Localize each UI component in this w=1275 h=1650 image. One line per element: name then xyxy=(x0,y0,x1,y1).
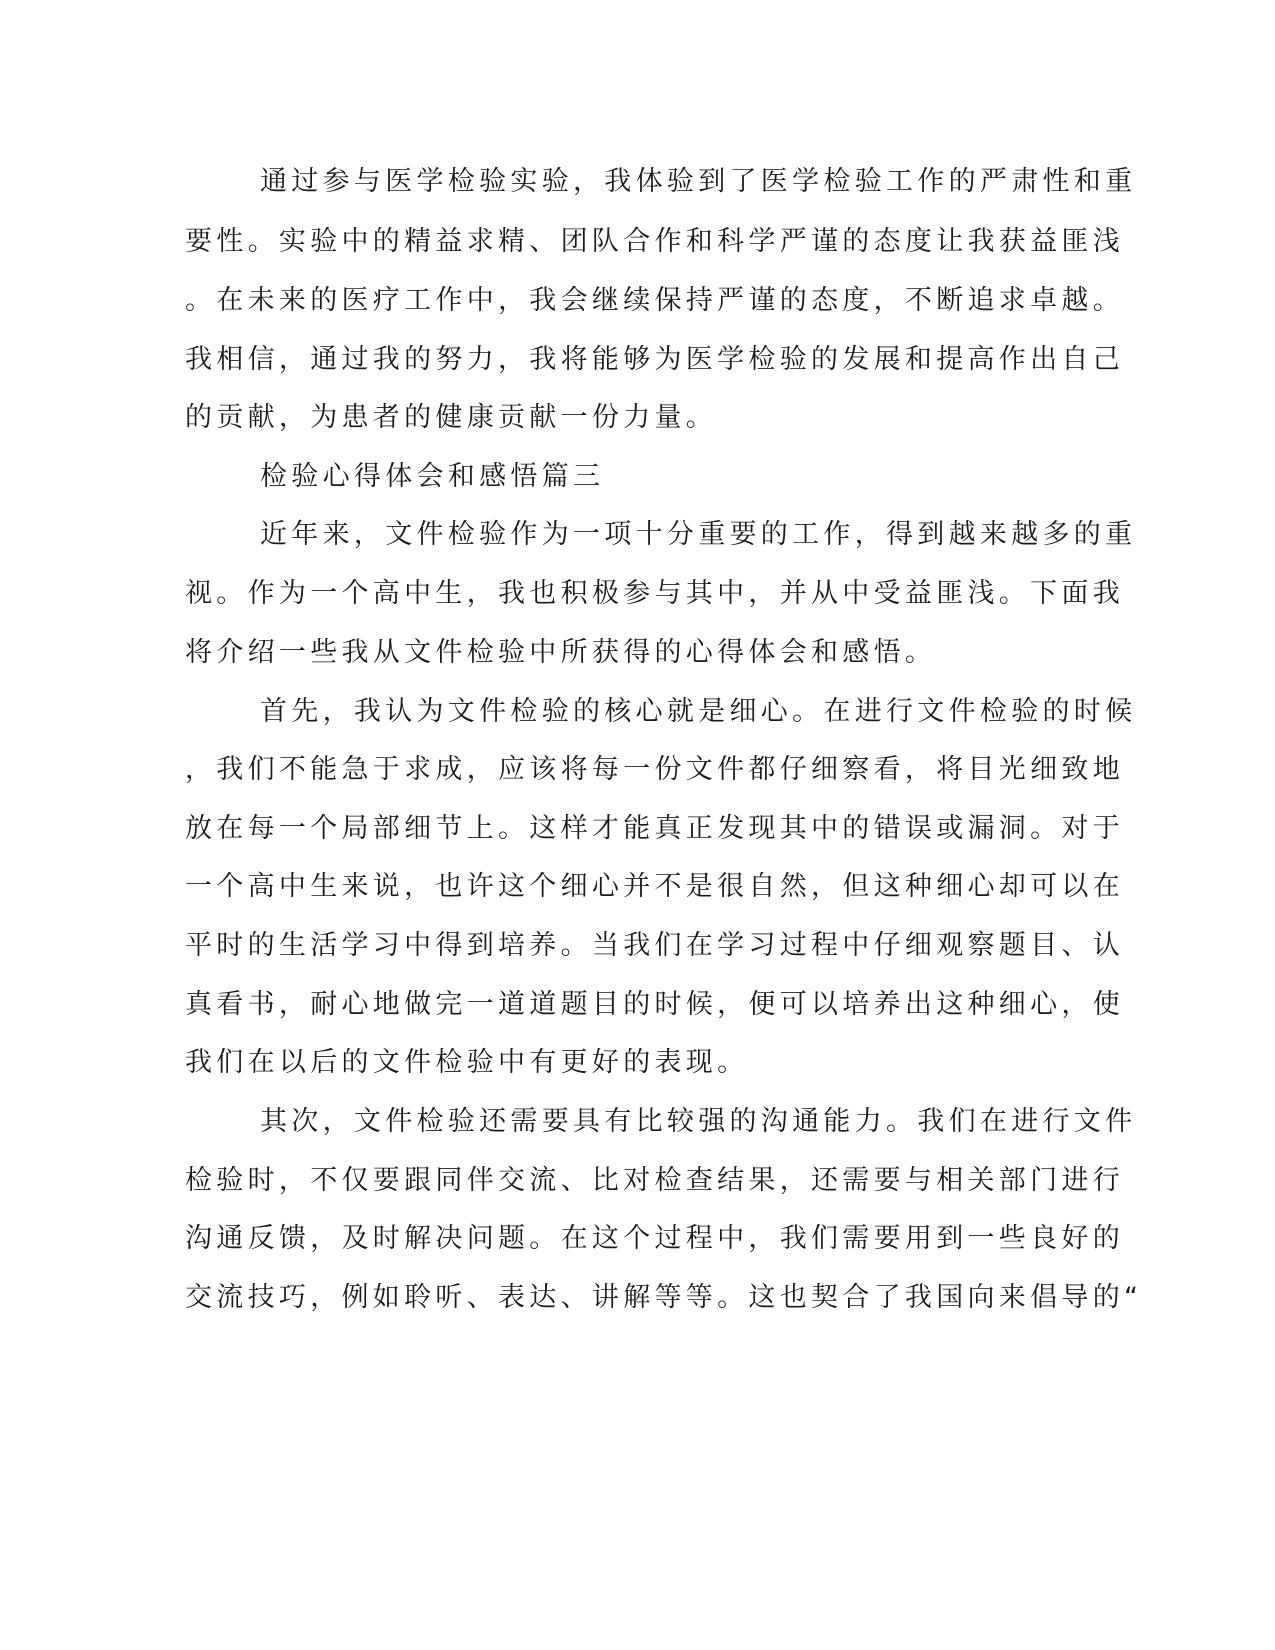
text-line: 通过参与医学检验实验，我体验到了医学检验工作的严肃性和重 xyxy=(260,166,1137,197)
text-line: 平时的生活学习中得到培养。当我们在学习过程中仔细观察题目、认 xyxy=(185,930,1124,961)
text-line: 视。作为一个高中生，我也积极参与其中，并从中受益匪浅。下面我 xyxy=(185,578,1124,609)
text-line: 其次，文件检验还需要具有比较强的沟通能力。我们在进行文件 xyxy=(260,1106,1137,1137)
text-line: 首先，我认为文件检验的核心就是细心。在进行文件检验的时候 xyxy=(260,696,1137,727)
text-line: 真看书，耐心地做完一道道题目的时候，便可以培养出这种细心，使 xyxy=(185,989,1124,1020)
text-line: 我们在以后的文件检验中有更好的表现。 xyxy=(185,1047,749,1078)
text-line: 将介绍一些我从文件检验中所获得的心得体会和感悟。 xyxy=(185,637,937,668)
text-line: 近年来，文件检验作为一项十分重要的工作，得到越来越多的重 xyxy=(260,519,1137,550)
text-line: 沟通反馈，及时解决问题。在这个过程中，我们需要用到一些良好的 xyxy=(185,1223,1124,1254)
text-line: 的贡献，为患者的健康贡献一份力量。 xyxy=(185,402,718,433)
text-line: 检验时，不仅要跟同伴交流、比对检查结果，还需要与相关部门进行 xyxy=(185,1165,1124,1196)
text-line: 一个高中生来说，也许这个细心并不是很自然，但这种细心却可以在 xyxy=(185,871,1124,902)
text-line: 放在每一个局部细节上。这样才能真正发现其中的错误或漏洞。对于 xyxy=(185,813,1124,844)
text-line: ，我们不能急于求成，应该将每一份文件都仔细察看，将目光细致地 xyxy=(185,754,1124,785)
text-line: 要性。实验中的精益求精、团队合作和科学严谨的态度让我获益匪浅 xyxy=(185,226,1124,257)
text-line: 我相信，通过我的努力，我将能够为医学检验的发展和提高作出自己 xyxy=(185,344,1124,375)
section-heading: 检验心得体会和感悟篇三 xyxy=(260,461,605,492)
text-line: 交流技巧，例如聆听、表达、讲解等等。这也契合了我国向来倡导的“ xyxy=(185,1282,1143,1313)
text-line: 。在未来的医疗工作中，我会继续保持严谨的态度，不断追求卓越。 xyxy=(185,285,1124,316)
